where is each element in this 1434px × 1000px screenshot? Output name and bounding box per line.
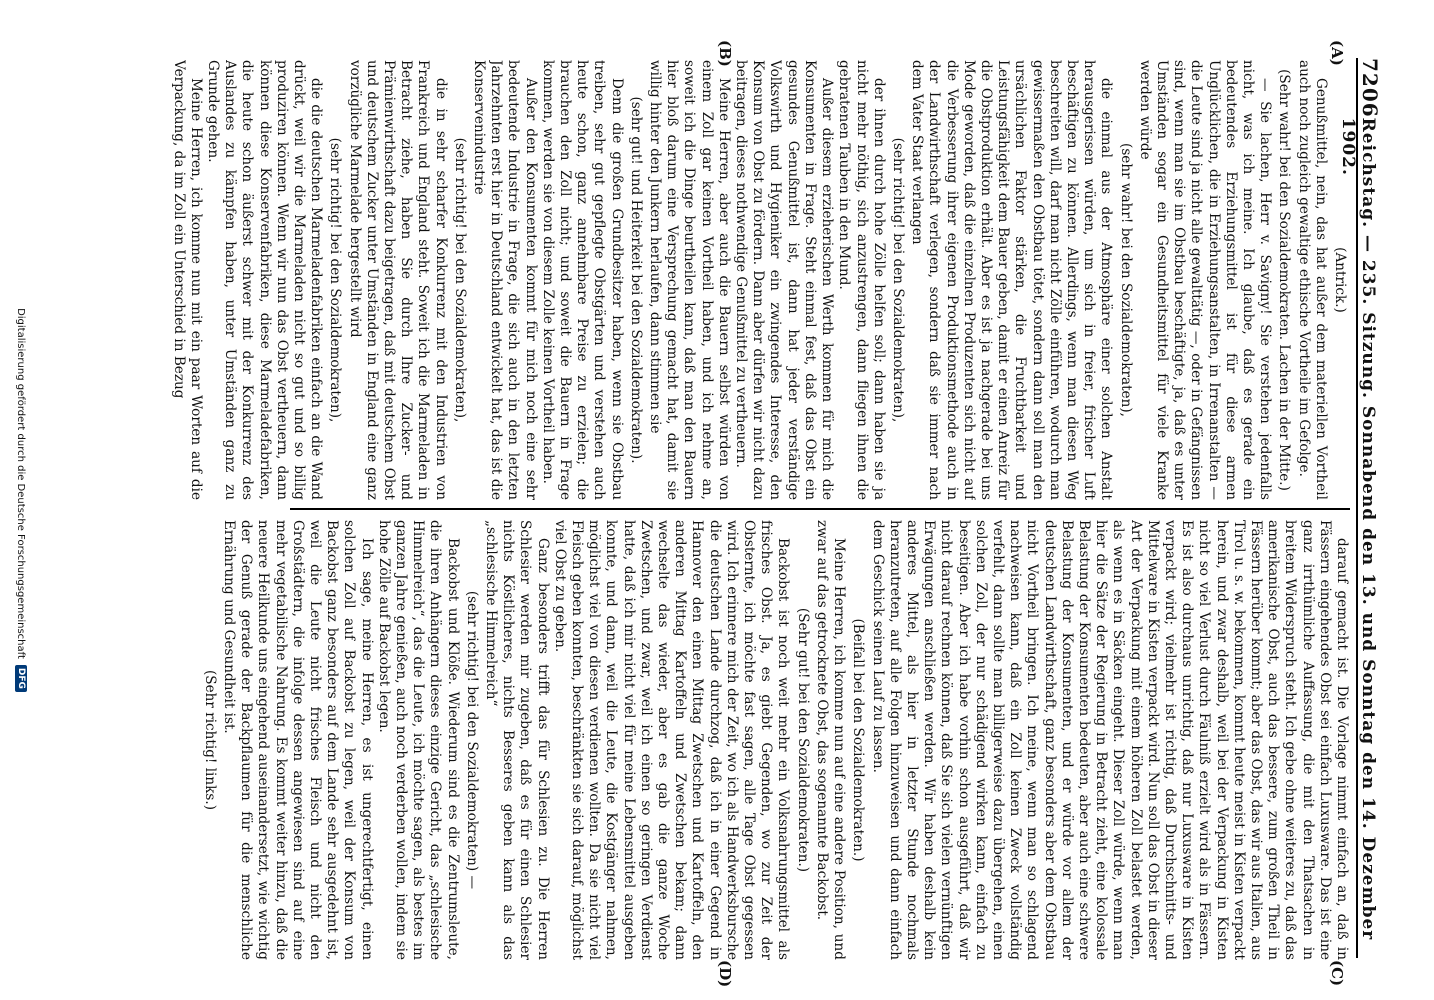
- paragraph: darauf gemacht ist. Die Vorlage nimmt einfach an, daß in Fässern eingehendes Obst sei einfach Luxusware. Das ist eine ganz irrthümliche Auffassung, die mit den Thatsachen in breitem Widerspruch steht. Ich gebe ohne weiteres zu, daß das amerikanische Obst, auch das bessere, zum großen Theil in Fässern herüber kommt; aber das Obst, das wir aus Italien, aus Tirol u. s. w. bekommen, kommt heute meist in Kisten verpackt herein, und zwar deshalb, weil bei der Verpackung in Kisten nicht so viel Verlust durch Fäulniß erzielt wird als in Fässern. Es ist also durchaus unrichtig, daß nur Luxusware in Kisten verpackt wird; vielmehr ist richtig, daß Durchschnitts- und Mittelware in Kisten verpackt wird. Nun soll das Obst in dieser Art der Verpackung mit einem höheren Zoll belastet werden, als wenn es in Säcken eingeht. Dieser Zoll würde, wenn man hier die Sätze der Regierung in Betracht zieht, eine kolossale Belastung der Konsumenten bedeuten, aber auch eine schwere Belastung der Konsumenten, und er würde vor allem der deutschen Landwirthschaft, ganz besonders aber dem Obstbau nicht Vortheil bringen. Ich meine, wenn man so schlagend nachweisen kann, daß ein Zoll keinen Zweck vollständig verfehlt, dann sollte man billigerweise dazu übergehen, einen solchen Zoll, der nur schädigend wirken kann, einfach zu beseitigen. Aber ich habe vorhin schon ausgeführt, daß wir nicht darauf rechnen können, daß Sie sich vielen vernünftigen Erwägungen anschließen werden. Wir haben deshalb kein anderes Mittel, als hier in letzter Stunde nochmals heranzutreten, auf alle Folgen hinzuweisen und dann einfach dem Geschick seinen Lauf zu lassen.: [869, 520, 1350, 960]
- paragraph: Backobst und Klöße. Wiederum sind es die Zentrumsleute, die ihren Anhängern dieses einzige Gericht, das „schlesische Himmelreich“, das die Leute, ich möchte sagen, als bestes im ganzen Jahre genießen, auch noch verderben wollen, indem sie hohe Zölle auf Backobst legen.: [375, 520, 461, 960]
- paragraph: Außer diesem erzieherischen Werth kommen für mich die Konsumenten in Frage. Steht einmal fest, daß das Obst ein gesundes Genußmittel ist, dann hat jeder verständige Volkswirth und Hygieniker ein zwingendes Interesse, den Konsum von Obst zu fördern. Dann aber dürfen wir nicht dazu beitragen, dieses nothwendige Genußmittel zu vertheuern.: [733, 60, 836, 500]
- paragraph: die in sehr scharfer Konkurrenz mit den Industrien von Frankreich und England steht. Soweit ich die Marmeladen in Betracht ziehe, haben Sie durch Ihre Zucker- und Prämienwirthschaft dazu beigetragen, daß mit deutschem Obst und deutschem Zucker unter Umständen in England eine ganz vorzügliche Marmelade hergestellt wird: [346, 60, 449, 500]
- footer: [8, 0, 34, 1000]
- margin-letter-b: (B): [716, 40, 734, 67]
- paragraph: Meine Herren, aber auch die Bauern selbst würden von einem Zoll gar keinen Vortheil haben, und ich nehme an, soweit ich die Dinge beurtheilen kann, daß man den Bauern hier bloß darum eine Versprechung gemacht hat, damit sie willig hinter den Junkern herlaufen, dann stimmen sie: [647, 60, 732, 500]
- paragraph: der ihnen durch hohe Zölle helfen soll; dann haben sie ja nicht mehr nöthig, sich anzustrengen, dann fliegen ihnen die gebratenen Tauben in den Mund.: [836, 60, 887, 500]
- paragraph: (Sehr richtig! links.): [201, 669, 218, 811]
- paragraph: (Sehr gut! bei den Sozialdemokraten.): [794, 607, 811, 873]
- paragraph: (Beifall bei den Sozialdemokraten.): [850, 618, 867, 862]
- paragraph: — Sie lachen, Herr v. Savigny! Sie verstehen jedenfalls nicht, was ich meine. Ich glaube, daß es gerade ein bedeutendes Erziehungsmittel ist für diese armen Unglücklichen, die in Erziehungsanstalten, in Irrenanstalten — die Leute sind ja nicht alle gewalttätig —, oder in Gefängnissen sind, wenn man sie im Obstbau beschäftigte, ja, daß es unter Umständen sogar ein Gesundheitsmittel für viele Kranke werden würde: [1136, 60, 1274, 500]
- paragraph: Denn die großen Grundbesitzer haben, wenn sie Obstbau treiben, sehr gut gepflegte Obstgärten und verstehen auch heute schon, ganz annehmbare Preise zu erzielen; die brauchen den Zoll nicht; und soweit die Bauern in Frage kommen, werden sie von diesem Zolle keinen Vortheil haben.: [539, 60, 625, 500]
- paragraph: Außer den Konsumenten kommt für mich noch eine sehr bedeutende Industrie in Frage, die sich auch in den letzten Jahrzehnten erst hier in Deutschland entwickelt hat, das ist die Konservenindustrie: [471, 60, 539, 500]
- paragraph: (Sehr wahr! bei den Sozialdemokraten. Lachen in der Mitte.): [1276, 69, 1293, 491]
- paragraph: (sehr wahr! bei den Sozialdemokraten),: [1117, 143, 1134, 417]
- paragraph: (sehr richtig! bei den Sozialdemokraten) —: [463, 590, 480, 890]
- paragraph: (sehr richtig! bei den Sozialdemokraten),: [451, 137, 468, 423]
- paragraph: Genußmittel, nein, das hat außer dem materiellen Vortheil auch noch zugleich gewaltige ethische Vortheile im Gefolge.: [1295, 60, 1329, 500]
- paragraph: Meine Herren, ich komme nun mit ein paar Worten auf die Verpackung, da im Zoll ein Unterschied in Bezug: [170, 60, 204, 500]
- paragraph: Ganz besonders trifft das für Schlesien zu. Die Herren Schlesier werden mir zugeben, daß es für einen Schlesier nichts Köstlicheres, nichts Besseres geben kann als das „schlesische Himmelreich“: [483, 520, 551, 960]
- margin-letter-a: (A): [1328, 40, 1346, 66]
- page-title: Reichstag. — 235. Sitzung. Sonnabend den 13. und Sonntag den 14. Dezember 1902.: [1338, 117, 1378, 941]
- right-text-column: [10, 520, 1350, 960]
- paragraph: die einmal aus der Atmosphäre einer solchen Anstalt herausgerissen würden, um sich in freier, frischer Luft beschäftigen zu können. Allerdings, wenn man diesen Weg beschreiten will, darf man nicht Zölle einführen, wodurch man gewissermaßen den Obstbau tötet, sondern dann soll man den ursächlichen Faktor stärken, die Fruchtbarkeit und Leistungsfähigkeit dem Bauer geben, damit er einen Anreiz für die Obstproduktion erhält. Aber es ist ja nachgerade bei uns Mode geworden, daß die einzelnen Produzenten sich nicht auf die Verbesserung ihrer eigenen Produktionsmethode auch in der Landwirthschaft verlegen, sondern daß sie immer nach dem Vater Staat verlangen: [909, 60, 1115, 500]
- paragraph: (sehr richtig! bei den Sozialdemokraten),: [889, 137, 906, 423]
- paragraph: Backobst ist noch weit mehr ein Volksnahrungsmittel als frisches Obst. Ja, es giebt Gegenden, wo zur Zeit der Obsternte, ich möchte fast sagen, alle Tage Obst gegessen wird. Ich erinnere mich der Zeit, wo ich als Handwerksbursche die deutschen Lande durchzog, daß ich in einer Gegend in Hannover den einen Mittag Zwetschen und Kartoffeln, den anderen Mittag Kartoffeln und Zwetschen bekam; dann wechselte das wieder, aber es gab die ganze Woche Zwetschen, und zwar, weil ich einen so geringen Verdienst hatte, daß ich mir nicht viel für meine Lebensmittel ausgeben konnte, und dann, weil die Leute, die Kostgänger nahmen, möglichst viel von diesen verdienen wollten. Da sie nicht viel Fleisch geben konnten, beschränkten sie sich darauf, möglichst viel Obst zu geben.: [551, 520, 792, 960]
- column-divider: [290, 508, 1350, 510]
- paragraph: die die deutschen Marmeladenfabriken einfach an die Wand drückt, weil wir die Marmeladen nicht so gut und so billig produziren können. Wenn wir nun das Obst vertheuern, dann können diese Konservenfabriken, diese Marmeladefabriken, die heute schon äußerst schwer mit der Konkurrenz des Auslandes zu kämpfen haben, unter Umständen ganz zu Grunde gehen.: [205, 60, 325, 500]
- paragraph: Meine Herren, ich komme nun auf eine andere Position, und zwar auf das getrocknete Obst, das sogenannte Backobst.: [813, 520, 848, 960]
- paragraph: (sehr richtig! bei den Sozialdemokraten),: [327, 137, 344, 423]
- paragraph: Ich sage, meine Herren, es ist ungerechtfertigt, einen solchen Zoll auf Backobst zu legen, weil der Konsum von Backobst ganz besonders auf dem Lande sehr ausgedehnt ist, weil die Leute nicht frisches Fleisch und nicht den Großstädtern, die infolge dessen angewiesen sind auf eine mehr vegetabilische Nahrung. Es kommt weiter hinzu, daß die neuere Heilkunde uns eingehend auseinandersetzt, wie wichtig der Genuß gerade der Backpflaumen für die menschliche Ernährung und Gesundheit ist.: [221, 520, 375, 960]
- page-number: 7206: [1358, 58, 1382, 118]
- footer-credit: Digitalisierung gefördert durch die Deutsche Forschungsgemeinschaft: [15, 308, 27, 659]
- dfg-logo: DFG: [15, 665, 27, 692]
- margin-letter-c: (C): [1328, 960, 1346, 987]
- left-text-column: [10, 60, 1350, 500]
- paragraph: (Antrick.): [1332, 247, 1348, 313]
- margin-letter-d: (D): [716, 960, 734, 988]
- paragraph: (sehr gut! und Heiterkeit bei den Sozialdemokraten).: [627, 96, 644, 464]
